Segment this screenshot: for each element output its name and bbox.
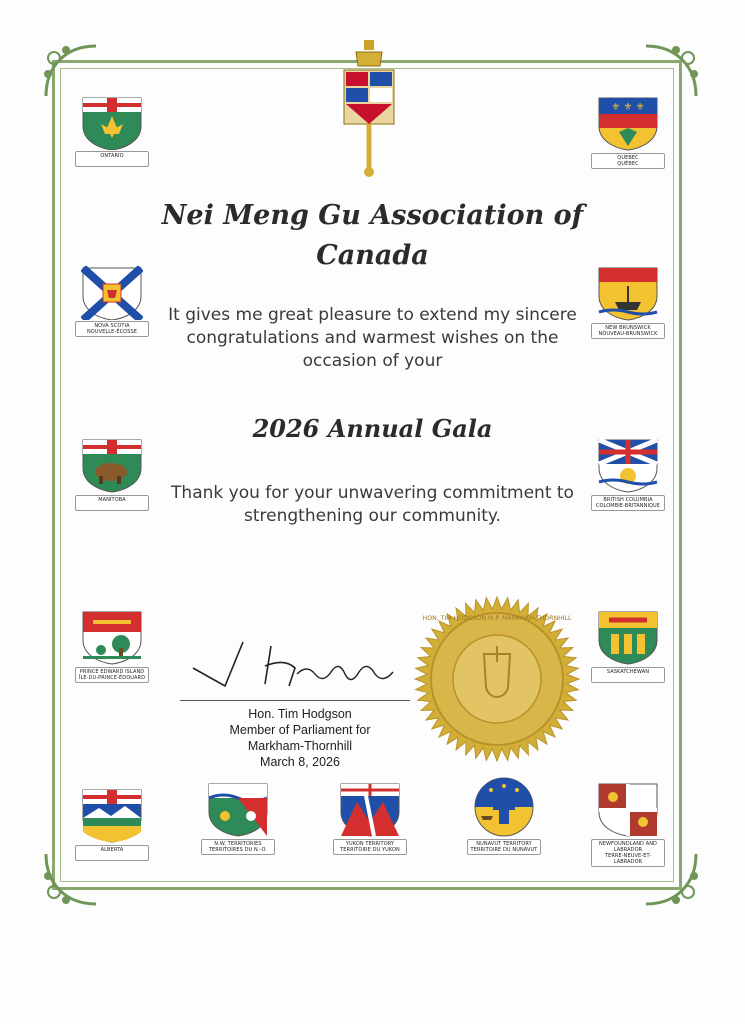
congratulations-message: It gives me great pleasure to extend my sincere congratulations and warmest wishes on the occasion of your	[168, 305, 577, 371]
seal-text-top: HON. TIM HODGSON M.P. MARKHAM-THORNHILL	[422, 615, 572, 622]
crest-nova-scotia	[74, 266, 150, 337]
crest-label: ÎLE-DU-PRINCE-ÉDOUARD	[78, 675, 146, 681]
crest-label: COLOMBIE-BRITANNIQUE	[595, 503, 661, 509]
crest-newfoundland	[590, 782, 666, 867]
gold-seal-icon	[414, 596, 580, 762]
nwt-shield-icon	[207, 782, 269, 838]
crest-label: TERRITOIRE DU YUKON	[340, 847, 400, 853]
signature-line	[180, 700, 410, 701]
crest-ontario	[74, 96, 150, 167]
crest-alberta	[74, 788, 150, 861]
crest-yukon	[332, 782, 408, 855]
crest-label: N.W. TERRITORIES	[214, 841, 262, 847]
crest-label: MANITOBA	[98, 497, 126, 503]
crest-label: TERRITOIRES DU N.-O.	[208, 847, 268, 853]
yukon-shield-icon	[339, 782, 401, 838]
crest-label: QUEBEC	[617, 155, 639, 161]
saskatchewan-shield-icon	[597, 610, 659, 666]
pei-shield-icon	[81, 610, 143, 666]
crest-pei	[74, 610, 150, 683]
crest-label: NUNAVUT TERRITORY	[476, 841, 532, 847]
crest-label: ALBERTA	[100, 847, 124, 853]
signer-block	[190, 706, 410, 770]
crest-nunavut	[466, 776, 542, 855]
crest-label: ONTARIO	[100, 153, 124, 159]
crest-label: BRITISH COLUMBIA	[603, 497, 653, 503]
crest-label: SASKATCHEWAN	[606, 669, 650, 675]
nunavut-shield-icon	[471, 776, 537, 838]
crest-british-columbia	[590, 438, 666, 511]
signer-role: Member of Parliament for	[229, 723, 371, 737]
crest-label: TERRITOIRE DU NUNAVUT	[470, 847, 538, 853]
event-name: 2026 Annual Gala	[252, 414, 493, 443]
crest-label: NOUVELLE-ÉCOSSE	[86, 329, 138, 335]
nova-scotia-shield-icon	[81, 266, 143, 320]
signer-name: Hon. Tim Hodgson	[248, 707, 352, 721]
crest-label: YUKON TERRITORY	[345, 841, 395, 847]
crest-label: NEW BRUNSWICK	[605, 325, 651, 331]
crest-manitoba	[74, 438, 150, 511]
newfoundland-shield-icon	[597, 782, 659, 838]
signer-riding: Markham-Thornhill	[247, 739, 353, 753]
certificate-date: March 8, 2026	[260, 755, 340, 769]
ontario-shield-icon	[81, 96, 143, 150]
crest-nwt	[200, 782, 276, 855]
crest-label: NOVA SCOTIA	[94, 323, 130, 329]
british-columbia-shield-icon	[597, 438, 659, 494]
manitoba-shield-icon	[81, 438, 143, 494]
crest-label: PRINCE EDWARD ISLAND	[79, 669, 145, 675]
parliament-mace-emblem-icon	[336, 40, 402, 180]
crest-label: QUÉBEC	[617, 161, 639, 167]
crest-new-brunswick	[590, 266, 666, 339]
thank-you-message: Thank you for your unwavering commitment to strengthening our community.	[171, 483, 574, 526]
crest-saskatchewan	[590, 610, 666, 683]
crest-label: TERRE-NEUVE-ET-LABRADOR	[604, 853, 652, 865]
crest-label: NEWFOUNDLAND AND LABRADOR	[598, 841, 658, 853]
svg-text:⚜ ⚜ ⚜: ⚜ ⚜ ⚜	[611, 102, 645, 113]
crest-label: NOUVEAU-BRUNSWICK	[598, 331, 658, 337]
alberta-shield-icon	[81, 788, 143, 844]
handwritten-signature-icon	[185, 628, 405, 698]
crest-quebec	[590, 96, 666, 169]
quebec-shield-icon	[597, 96, 659, 152]
new-brunswick-shield-icon	[597, 266, 659, 322]
certificate-title: Nei Meng Gu Association of Canada	[161, 200, 584, 271]
